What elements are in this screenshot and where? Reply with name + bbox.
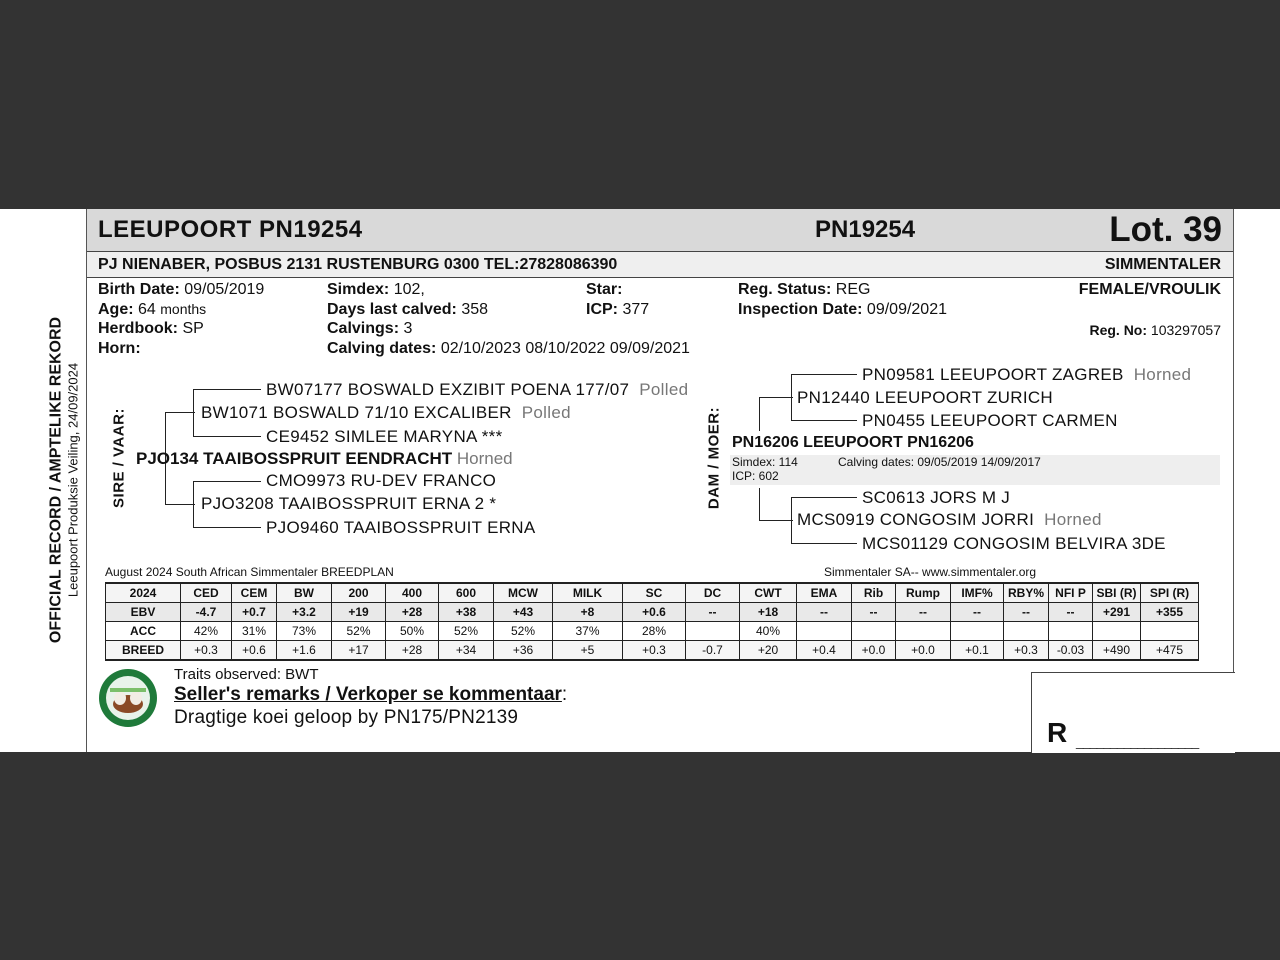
table-cell: 400 bbox=[386, 583, 439, 603]
price-blank[interactable]: __________________ bbox=[1076, 733, 1199, 749]
table-cell: +20 bbox=[740, 641, 797, 661]
sex-label: FEMALE/VROULIK bbox=[1078, 281, 1221, 298]
table-cell: +28 bbox=[386, 641, 439, 661]
official-record-title: OFFICIAL RECORD / AMPTELIKE REKORD bbox=[47, 316, 65, 644]
icp-row: ICP: 377 bbox=[586, 301, 650, 318]
table-cell: +0.6 bbox=[232, 641, 277, 661]
table-cell: +0.0 bbox=[896, 641, 951, 661]
table-cell: +0.7 bbox=[232, 603, 277, 622]
table-cell: EBV bbox=[106, 603, 181, 622]
tree-line bbox=[165, 504, 195, 505]
tree-line bbox=[165, 412, 195, 413]
table-cell: +19 bbox=[332, 603, 386, 622]
dam-sire-sire: PN09581 LEEUPOORT ZAGREB Horned bbox=[862, 365, 1192, 384]
table-cell: +34 bbox=[439, 641, 494, 661]
dam-name: PN16206 LEEUPOORT PN16206 bbox=[732, 434, 974, 451]
table-cell: +36 bbox=[494, 641, 553, 661]
sire-sire-sire: BW07177 BOSWALD EXZIBIT POENA 177/07 Polled bbox=[266, 380, 689, 399]
traits-observed: Traits observed: BWT bbox=[174, 666, 319, 683]
sire-dam-dam: PJO9460 TAAIBOSSPRUIT ERNA bbox=[266, 518, 536, 537]
dam-dam-sire: SC0613 JORS M J bbox=[862, 488, 1011, 507]
reg-status-row: Reg. Status: REG bbox=[738, 281, 871, 298]
lot-number: Lot. 39 bbox=[1109, 210, 1222, 249]
table-cell bbox=[1049, 622, 1093, 641]
table-cell bbox=[1093, 622, 1141, 641]
dam-label: DAM / MOER: bbox=[705, 406, 723, 510]
sire-sire: BW1071 BOSWALD 71/10 EXCALIBER Polled bbox=[201, 403, 571, 422]
sire-name: PJO134 TAAIBOSSPRUIT EENDRACHT Horned bbox=[136, 449, 513, 468]
table-cell: 2024 bbox=[106, 583, 181, 603]
tree-line bbox=[193, 481, 194, 527]
table-cell: DC bbox=[686, 583, 740, 603]
table-cell: 52% bbox=[332, 622, 386, 641]
seller-remarks-text: Dragtige koei geloop by PN175/PN2139 bbox=[174, 707, 519, 728]
table-cell: Rump bbox=[896, 583, 951, 603]
card-left-border bbox=[86, 209, 87, 752]
table-cell: 42% bbox=[181, 622, 232, 641]
reg-no-row: Reg. No: 103297057 bbox=[1089, 322, 1221, 338]
table-cell: +38 bbox=[439, 603, 494, 622]
table-cell: +0.6 bbox=[623, 603, 686, 622]
dam-icp: ICP: 602 bbox=[732, 469, 779, 483]
table-cell bbox=[797, 622, 852, 641]
table-cell: -- bbox=[686, 603, 740, 622]
calvings-row: Calvings: 3 bbox=[327, 320, 413, 337]
table-cell: +0.1 bbox=[951, 641, 1004, 661]
inspection-date-row: Inspection Date: 09/09/2021 bbox=[738, 301, 947, 318]
table-cell: BW bbox=[277, 583, 332, 603]
table-cell: +28 bbox=[386, 603, 439, 622]
table-cell: IMF% bbox=[951, 583, 1004, 603]
herdbook-row: Herdbook: SP bbox=[98, 320, 204, 337]
table-cell: SBI (R) bbox=[1093, 583, 1141, 603]
table-cell: +0.4 bbox=[797, 641, 852, 661]
table-cell: +0.3 bbox=[181, 641, 232, 661]
table-cell: 200 bbox=[332, 583, 386, 603]
tree-line bbox=[791, 374, 857, 375]
table-cell: +43 bbox=[494, 603, 553, 622]
table-cell: +1.6 bbox=[277, 641, 332, 661]
table-cell: 52% bbox=[439, 622, 494, 641]
tree-line bbox=[193, 389, 261, 390]
table-cell: EMA bbox=[797, 583, 852, 603]
owner-address: PJ NIENABER, POSBUS 2131 RUSTENBURG 0300 TEL:27828086390 bbox=[98, 256, 618, 273]
table-cell: SC bbox=[623, 583, 686, 603]
table-cell: -- bbox=[896, 603, 951, 622]
table-cell: +0.0 bbox=[852, 641, 896, 661]
table-cell: MILK bbox=[553, 583, 623, 603]
tree-line bbox=[193, 436, 261, 437]
tree-line bbox=[193, 481, 261, 482]
table-cell: RBY% bbox=[1004, 583, 1049, 603]
breedplan-table bbox=[105, 582, 1199, 661]
simdex-row: Simdex: 102, bbox=[327, 281, 425, 298]
calving-dates-row: Calving dates: 02/10/2023 08/10/2022 09/09/2021 bbox=[327, 340, 690, 357]
tree-line bbox=[193, 527, 261, 528]
table-cell: +291 bbox=[1093, 603, 1141, 622]
table-cell: -0.03 bbox=[1049, 641, 1093, 661]
dam-sire-dam: PN0455 LEEUPOORT CARMEN bbox=[862, 411, 1118, 430]
official-record-subtitle: Leeupoort Produksie Veiling, 24/09/2024 bbox=[65, 362, 81, 598]
table-cell: +17 bbox=[332, 641, 386, 661]
breedplan-source: August 2024 South African Simmentaler BREEDPLAN bbox=[105, 565, 394, 579]
table-cell: Rib bbox=[852, 583, 896, 603]
table-cell: 28% bbox=[623, 622, 686, 641]
card-right-border bbox=[1233, 209, 1234, 672]
table-cell: 73% bbox=[277, 622, 332, 641]
animal-id: PN19254 bbox=[815, 216, 916, 243]
table-cell: NFI P bbox=[1049, 583, 1093, 603]
star-row: Star: bbox=[586, 281, 623, 298]
table-cell: SPI (R) bbox=[1141, 583, 1199, 603]
table-cell bbox=[1141, 622, 1199, 641]
tree-line bbox=[791, 543, 857, 544]
dam-calving-dates: Calving dates: 09/05/2019 14/09/2017 bbox=[838, 455, 1041, 469]
table-cell: -4.7 bbox=[181, 603, 232, 622]
table-cell: +0.3 bbox=[1004, 641, 1049, 661]
breedplan-website: Simmentaler SA-- www.simmentaler.org bbox=[824, 565, 1037, 579]
table-cell: CED bbox=[181, 583, 232, 603]
table-cell: +355 bbox=[1141, 603, 1199, 622]
table-cell bbox=[1004, 622, 1049, 641]
sire-dam-sire: CMO9973 RU-DEV FRANCO bbox=[266, 471, 497, 490]
table-cell bbox=[951, 622, 1004, 641]
breed-name: SIMMENTALER bbox=[1104, 256, 1221, 273]
dam-dam-dam: MCS01129 CONGOSIM BELVIRA 3DE bbox=[862, 534, 1166, 553]
table-cell: -- bbox=[1004, 603, 1049, 622]
table-cell: 52% bbox=[494, 622, 553, 641]
table-cell: -0.7 bbox=[686, 641, 740, 661]
table-cell: 600 bbox=[439, 583, 494, 603]
simmentaler-logo-icon bbox=[98, 668, 158, 728]
table-cell: +5 bbox=[553, 641, 623, 661]
dam-sire: PN12440 LEEUPOORT ZURICH bbox=[797, 388, 1053, 407]
tree-line bbox=[759, 520, 793, 521]
table-cell: BREED bbox=[106, 641, 181, 661]
tree-line bbox=[791, 497, 792, 543]
days-calved-row: Days last calved: 358 bbox=[327, 301, 489, 318]
table-cell: -- bbox=[797, 603, 852, 622]
table-cell: +18 bbox=[740, 603, 797, 622]
table-header-row bbox=[106, 583, 1199, 603]
sire-label: SIRE / VAAR: bbox=[110, 408, 128, 508]
table-row-ebv bbox=[106, 603, 1199, 622]
table-cell bbox=[896, 622, 951, 641]
dam-simdex: Simdex: 114 bbox=[732, 455, 798, 469]
tree-line bbox=[791, 420, 857, 421]
table-cell: -- bbox=[951, 603, 1004, 622]
price-currency: R bbox=[1047, 717, 1068, 748]
table-cell: 50% bbox=[386, 622, 439, 641]
table-cell: CWT bbox=[740, 583, 797, 603]
dam-dam: MCS0919 CONGOSIM JORRI Horned bbox=[797, 510, 1102, 529]
table-cell: 40% bbox=[740, 622, 797, 641]
tree-line bbox=[759, 397, 760, 431]
sire-sire-dam: CE9452 SIMLEE MARYNA *** bbox=[266, 427, 503, 446]
birth-date-row: Birth Date: 09/05/2019 bbox=[98, 281, 265, 298]
table-cell: -- bbox=[1049, 603, 1093, 622]
tree-line bbox=[791, 497, 857, 498]
table-cell: 37% bbox=[553, 622, 623, 641]
table-cell: +475 bbox=[1141, 641, 1199, 661]
table-cell: +8 bbox=[553, 603, 623, 622]
horn-row: Horn: bbox=[98, 340, 141, 357]
table-cell: CEM bbox=[232, 583, 277, 603]
seller-remarks-heading: Seller's remarks / Verkoper se kommentaar: bbox=[174, 684, 568, 705]
sire-dam: PJO3208 TAAIBOSSPRUIT ERNA 2 * bbox=[201, 494, 497, 513]
official-record-label bbox=[48, 317, 81, 643]
table-cell: +3.2 bbox=[277, 603, 332, 622]
table-cell: MCW bbox=[494, 583, 553, 603]
table-cell bbox=[852, 622, 896, 641]
table-cell: ACC bbox=[106, 622, 181, 641]
tree-line bbox=[759, 397, 793, 398]
table-row-breed bbox=[106, 641, 1199, 661]
table-cell: +490 bbox=[1093, 641, 1141, 661]
table-cell: -- bbox=[852, 603, 896, 622]
animal-name: LEEUPOORT PN19254 bbox=[98, 216, 363, 243]
tree-line bbox=[759, 488, 760, 520]
table-cell bbox=[686, 622, 740, 641]
table-row-acc bbox=[106, 622, 1199, 641]
table-cell: 31% bbox=[232, 622, 277, 641]
table-cell: +0.3 bbox=[623, 641, 686, 661]
age-row: Age: 64 months bbox=[98, 301, 207, 318]
